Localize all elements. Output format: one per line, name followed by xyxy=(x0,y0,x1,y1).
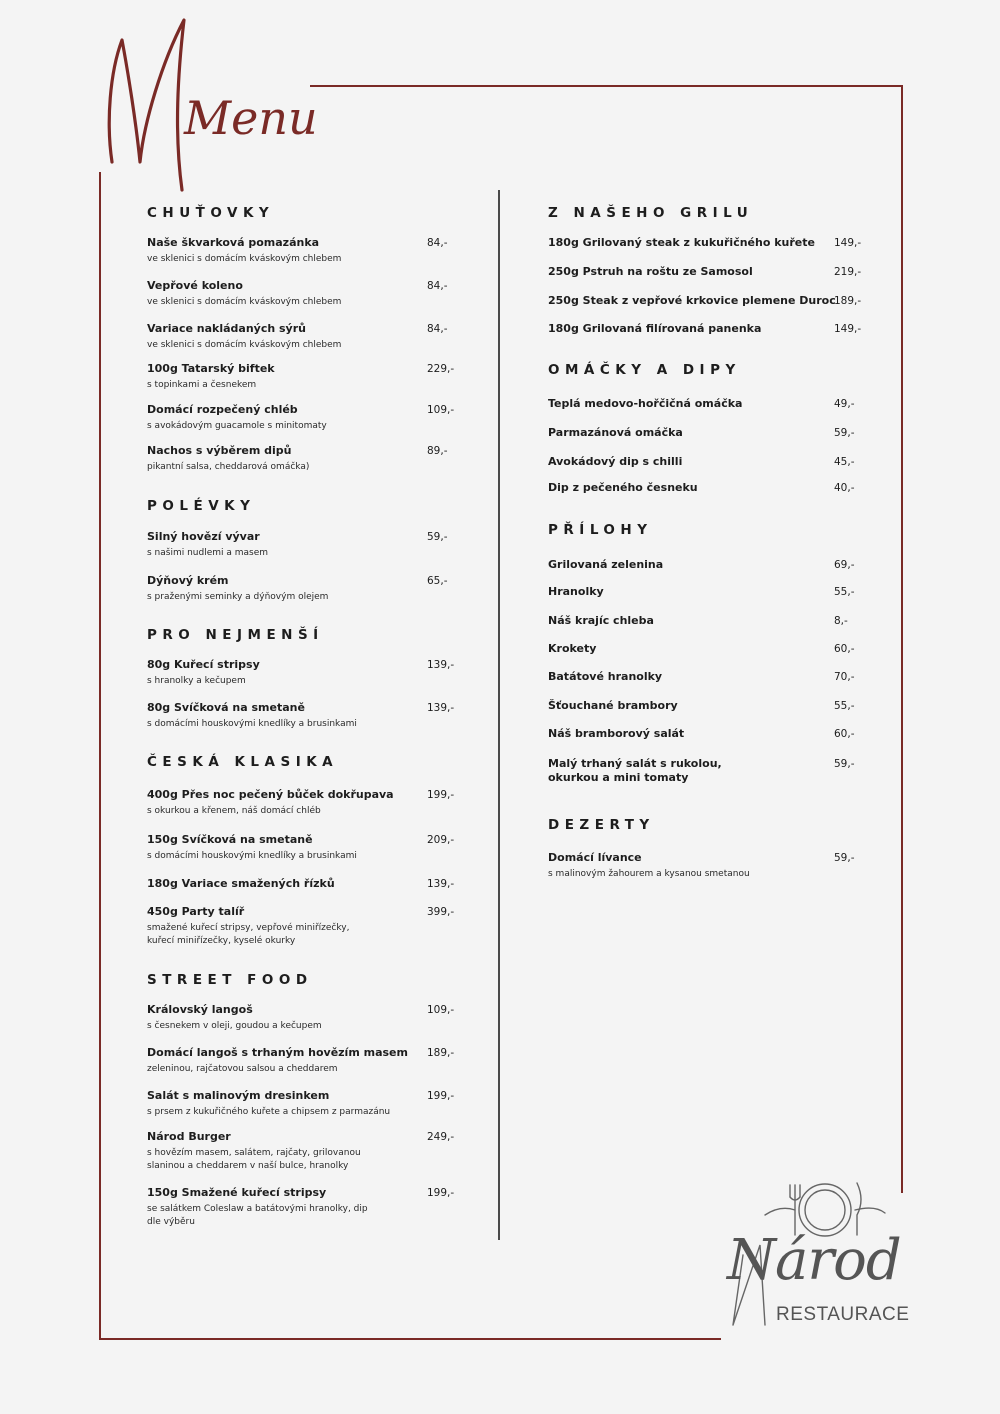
menu-item xyxy=(548,851,822,881)
item-price: 219,- xyxy=(834,266,862,278)
item-name: Národ Burger xyxy=(147,1130,231,1143)
menu-item xyxy=(548,727,822,741)
item-name: Grilovaná zelenina xyxy=(548,558,664,571)
menu-item xyxy=(147,236,415,266)
item-price: 84,- xyxy=(427,280,448,292)
menu-item xyxy=(147,905,415,948)
item-description: s hovězím masem, salátem, rajčaty, grilovanou slaninou a cheddarem v naší bulce, hranolky xyxy=(147,1148,361,1171)
item-name: 180g Grilovaný steak z kukuřičného kuřete xyxy=(548,236,815,249)
item-name: 180g Variace smažených řízků xyxy=(147,877,335,890)
item-name: Hranolky xyxy=(548,585,604,598)
menu-title xyxy=(100,12,318,197)
menu-item xyxy=(147,322,415,352)
item-description: s topinkami a česnekem xyxy=(147,380,257,390)
item-description: s česnekem v oleji, goudou a kečupem xyxy=(147,1021,322,1031)
menu-item xyxy=(147,362,415,392)
item-description: s avokádovým guacamole s minitomaty xyxy=(147,421,327,431)
item-price: 45,- xyxy=(834,456,855,468)
item-name: 100g Tatarský biftek xyxy=(147,362,275,375)
section-title: PRO NEJMENŠÍ xyxy=(147,627,324,643)
item-name: Variace nakládaných sýrů xyxy=(147,322,306,335)
item-name: Teplá medovo-hořčičná omáčka xyxy=(548,397,743,410)
item-name: Domácí langoš s trhaným hovězím masem xyxy=(147,1046,408,1059)
item-price: 109,- xyxy=(427,404,455,416)
item-price: 55,- xyxy=(834,586,855,598)
item-price: 229,- xyxy=(427,363,455,375)
item-price: 65,- xyxy=(427,575,448,587)
column-divider xyxy=(498,190,500,1240)
item-name: 450g Party talíř xyxy=(147,905,245,918)
item-price: 149,- xyxy=(834,323,862,335)
item-description: ve sklenici s domácím kváskovým chlebem xyxy=(147,297,342,307)
menu-item xyxy=(147,530,415,560)
item-description: s okurkou a křenem, náš domácí chléb xyxy=(147,806,321,816)
item-price: 55,- xyxy=(834,700,855,712)
item-price: 149,- xyxy=(834,237,862,249)
menu-item xyxy=(147,1003,415,1033)
item-description: s domácími houskovými knedlíky a brusinkami xyxy=(147,851,357,861)
section-title: ČESKÁ KLASIKA xyxy=(147,754,339,770)
item-name: Domácí rozpečený chléb xyxy=(147,403,298,416)
frame-right xyxy=(901,85,903,1193)
item-price: 60,- xyxy=(834,643,855,655)
item-price: 199,- xyxy=(427,1187,455,1199)
item-name: Silný hovězí vývar xyxy=(147,530,260,543)
item-price: 84,- xyxy=(427,323,448,335)
item-description: s malinovým žahourem a kysanou smetanou xyxy=(548,869,750,879)
menu-item xyxy=(548,670,822,684)
item-description: ve sklenici s domácím kváskovým chlebem xyxy=(147,254,342,264)
item-name: Batátové hranolky xyxy=(548,670,663,683)
frame-bottom xyxy=(99,1338,721,1340)
item-price: 89,- xyxy=(427,445,448,457)
menu-item xyxy=(147,574,415,604)
item-name: Dip z pečeného česneku xyxy=(548,481,698,494)
item-name: Šťouchané brambory xyxy=(548,699,678,712)
item-price: 59,- xyxy=(834,427,855,439)
menu-item xyxy=(147,1186,415,1229)
logo-name: Národ xyxy=(727,1228,901,1293)
item-price: 40,- xyxy=(834,482,855,494)
menu-item xyxy=(147,877,415,891)
menu-item xyxy=(147,444,415,474)
item-description: s hranolky a kečupem xyxy=(147,676,246,686)
item-description: s domácími houskovými knedlíky a brusinkami xyxy=(147,719,357,729)
item-price: 70,- xyxy=(834,671,855,683)
menu-item xyxy=(548,265,822,279)
section-title: STREET FOOD xyxy=(147,972,313,988)
menu-item xyxy=(147,1089,415,1119)
item-price: 209,- xyxy=(427,834,455,846)
section-title: PŘÍLOHY xyxy=(548,522,653,538)
item-name: Avokádový dip s chilli xyxy=(548,455,683,468)
item-name: Naše škvarková pomazánka xyxy=(147,236,320,249)
item-price: 139,- xyxy=(427,878,455,890)
item-price: 59,- xyxy=(427,531,448,543)
item-name: Náš bramborový salát xyxy=(548,727,685,740)
menu-item xyxy=(548,322,822,336)
item-price: 69,- xyxy=(834,559,855,571)
item-name: Náš krajíc chleba xyxy=(548,614,654,627)
section-title: DEZERTY xyxy=(548,817,655,833)
menu-item xyxy=(548,614,822,628)
item-price: 139,- xyxy=(427,702,455,714)
menu-item xyxy=(147,1130,415,1173)
item-price: 189,- xyxy=(427,1047,455,1059)
menu-item xyxy=(548,699,822,713)
item-price: 139,- xyxy=(427,659,455,671)
item-description: zeleninou, rajčatovou salsou a cheddarem xyxy=(147,1064,338,1074)
item-price: 84,- xyxy=(427,237,448,249)
menu-item xyxy=(548,236,822,250)
item-name: Parmazánová omáčka xyxy=(548,426,683,439)
section-title: Z NAŠEHO GRILU xyxy=(548,205,754,221)
item-name: 250g Steak z vepřové krkovice plemene Duroc xyxy=(548,294,836,307)
item-name: 250g Pstruh na roštu ze Samosol xyxy=(548,265,753,278)
logo-subtitle: RESTAURACE xyxy=(776,1304,910,1325)
menu-item xyxy=(548,558,822,572)
item-description: s praženými seminky a dýňovým olejem xyxy=(147,592,329,602)
item-name: Salát s malinovým dresinkem xyxy=(147,1089,330,1102)
item-name: 150g Svíčková na smetaně xyxy=(147,833,313,846)
frame-top xyxy=(310,85,903,87)
item-price: 249,- xyxy=(427,1131,455,1143)
menu-item xyxy=(147,1046,415,1076)
menu-item xyxy=(548,294,836,308)
item-name: 150g Smažené kuřecí stripsy xyxy=(147,1186,327,1199)
menu-item xyxy=(548,455,822,469)
item-name: Královský langoš xyxy=(147,1003,253,1016)
menu-item xyxy=(147,701,415,731)
menu-item xyxy=(548,426,822,440)
item-price: 59,- xyxy=(834,852,855,864)
item-name: Krokety xyxy=(548,642,597,655)
item-description: ve sklenici s domácím kváskovým chlebem xyxy=(147,340,342,350)
menu-item xyxy=(548,481,822,495)
menu-item xyxy=(147,833,415,863)
menu-item xyxy=(147,788,415,818)
item-description: s našimi nudlemi a masem xyxy=(147,548,269,558)
item-price: 59,- xyxy=(834,758,855,770)
item-price: 199,- xyxy=(427,1090,455,1102)
item-price: 399,- xyxy=(427,906,455,918)
menu-item xyxy=(548,585,822,599)
item-name: 80g Kuřecí stripsy xyxy=(147,658,260,671)
section-title: OMÁČKY A DIPY xyxy=(548,362,741,378)
menu-item xyxy=(147,279,415,309)
item-price: 60,- xyxy=(834,728,855,740)
menu-title-text: Menu xyxy=(184,91,318,145)
menu-item xyxy=(548,757,822,785)
frame-left xyxy=(99,172,101,1340)
item-name: 400g Přes noc pečený bůček dokřupava xyxy=(147,788,394,801)
item-name: Dýňový krém xyxy=(147,574,229,587)
item-name: Domácí lívance xyxy=(548,851,642,864)
item-description: smažené kuřecí stripsy, vepřové miniřízečky, kuřecí miniřízečky, kyselé okurky xyxy=(147,923,350,946)
menu-item xyxy=(147,658,415,688)
menu-item xyxy=(147,403,415,433)
item-name: Malý trhaný salát s rukolou, okurkou a mini tomaty xyxy=(548,757,722,784)
item-name: 80g Svíčková na smetaně xyxy=(147,701,305,714)
item-price: 8,- xyxy=(834,615,848,627)
menu-item xyxy=(548,397,822,411)
section-title: CHUŤOVKY xyxy=(147,205,275,221)
item-name: Vepřové koleno xyxy=(147,279,243,292)
item-name: 180g Grilovaná filírovaná panenka xyxy=(548,322,762,335)
item-price: 109,- xyxy=(427,1004,455,1016)
menu-item xyxy=(548,642,822,656)
item-price: 189,- xyxy=(834,295,862,307)
item-description: pikantní salsa, cheddarová omáčka) xyxy=(147,462,310,472)
item-price: 199,- xyxy=(427,789,455,801)
section-title: POLÉVKY xyxy=(147,498,256,514)
item-price: 49,- xyxy=(834,398,855,410)
item-description: se salátkem Coleslaw a batátovými hranolky, dip dle výběru xyxy=(147,1204,368,1227)
item-name: Nachos s výběrem dipů xyxy=(147,444,292,457)
item-description: s prsem z kukuřičného kuřete a chipsem z parmazánu xyxy=(147,1107,391,1117)
